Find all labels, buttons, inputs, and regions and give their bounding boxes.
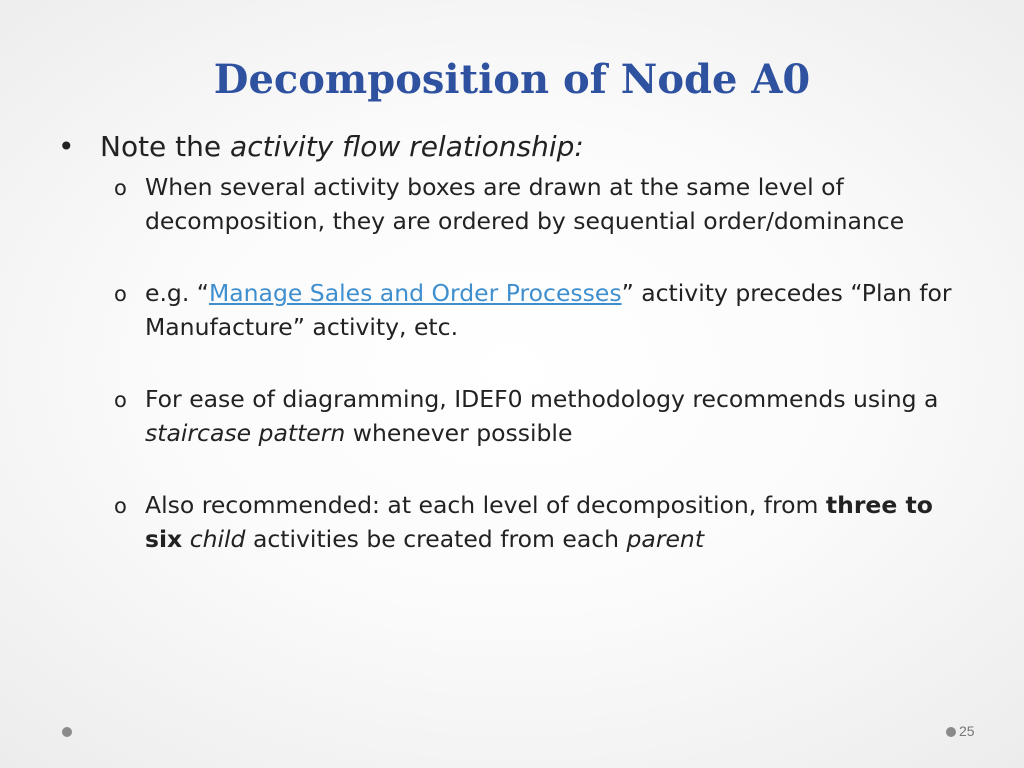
decorative-dot-left bbox=[62, 727, 72, 737]
sub-bullet-2-suffix: ” activity precedes “Plan for Manufacture” activity, etc. bbox=[145, 279, 952, 341]
sub-bullet-icon: o bbox=[114, 494, 127, 518]
sub-bullet-4-bold: three to six bbox=[145, 491, 933, 553]
main-bullet-italic: activity flow relationship: bbox=[230, 130, 584, 163]
sub-bullet-icon: o bbox=[114, 388, 127, 412]
sub-bullet-3-suffix: whenever possible bbox=[345, 419, 573, 447]
sub-bullet-2 bbox=[114, 276, 978, 344]
main-bullet-text: Note the bbox=[100, 130, 231, 163]
bullet-dot-icon: • bbox=[58, 130, 75, 163]
sub-bullet-1-text: When several activity boxes are drawn at the same level of decomposition, they are ordered by sequential order/dominance bbox=[145, 173, 905, 235]
sub-bullet-3 bbox=[114, 382, 978, 450]
slide-content bbox=[58, 128, 978, 594]
page-number: 25 bbox=[959, 723, 975, 739]
sub-bullet-4 bbox=[114, 488, 978, 556]
main-bullet bbox=[58, 128, 978, 166]
sub-bullet-3-italic: staircase pattern bbox=[145, 419, 346, 447]
slide-title: Decomposition of Node A0 bbox=[213, 56, 811, 103]
sub-bullet-4-mid: activities be created from each bbox=[245, 525, 627, 553]
manage-sales-link[interactable]: Manage Sales and Order Processes bbox=[208, 279, 622, 307]
sub-bullet-4-prefix: Also recommended: at each level of decomposition, from bbox=[145, 491, 826, 519]
sub-bullet-4-space bbox=[182, 525, 189, 553]
sub-bullet-4-italic-parent: parent bbox=[626, 525, 705, 553]
sub-bullet-2-prefix: e.g. “ bbox=[145, 279, 209, 307]
sub-bullet-4-italic-child: child bbox=[189, 525, 246, 553]
sub-bullet-icon: o bbox=[114, 176, 127, 200]
decorative-dot-right bbox=[946, 727, 956, 737]
sub-bullet-icon: o bbox=[114, 282, 127, 306]
sub-bullet-1 bbox=[114, 170, 978, 238]
sub-bullet-3-prefix: For ease of diagramming, IDEF0 methodology recommends using a bbox=[145, 385, 939, 413]
